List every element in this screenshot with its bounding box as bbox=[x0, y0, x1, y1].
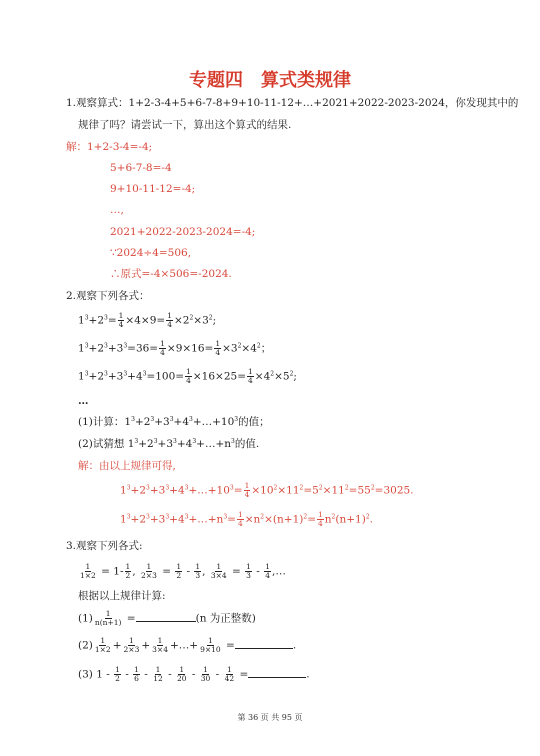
q1-line2: 规律了吗？请尝试一下，算出这个算式的结果. bbox=[78, 119, 292, 131]
q3-part-3: (3) 1 - $\frac{1}{2}$ - $\frac{1}{6}$ - $\frac{1}{12}$ - $\frac{1}{20}$ - $\frac{1}{30}$ - $\frac{1}{42}$ = . bbox=[78, 665, 310, 683]
q2-equation-3: $1^3+2^3+3^3+4^3=100=$ $\frac{1}{4}$ ×16×25= $\frac{1}{4}$ $\times 4^2\times 5^2$; bbox=[78, 367, 297, 385]
q3-part-1: (1) $\frac{1}{n(n+1)}$ = (n 为正整数) bbox=[78, 609, 256, 627]
q1-solution-6: ∵2024÷4=506, bbox=[110, 247, 192, 259]
q1-line1: 1.观察算式：1+2-3-4+5+6-7-8+9+10-11-12+…+2021+2022-2023-2024，你发现其中的 bbox=[66, 97, 519, 109]
q2-solution-2: $1^3+2^3+3^3+4^3+\dots+n^3=$ $\frac{1}{4}$ $\times n^2\times(n+1)^2=$ $\frac{1}{4}$ $n^2(n+1)^2$. bbox=[120, 510, 373, 528]
q3-part-2: (2) $\frac{1}{1\times 2}$ + $\frac{1}{2\times 3}$ + $\frac{1}{3\times 4}$ +…+ $\frac{1}{9\times 10}$ = . bbox=[78, 636, 297, 654]
q1-solution-7: ∴原式=-4×506=-2024. bbox=[110, 268, 232, 280]
page-title: 专题四 算式类规律 bbox=[189, 70, 351, 91]
q2-equation-1: $1^3+2^3=$ $\frac{1}{4}$ ×4×9= $\frac{1}{4}$ $\times 2^2\times 3^2$; bbox=[78, 311, 217, 329]
q3-rule: 根据以上规律计算: bbox=[78, 590, 166, 602]
page-footer: 第 36 页 共 95 页 bbox=[237, 713, 303, 722]
q2-part-2: (2)试猜想 $1^3+2^3+3^3+4^3+\dots+n^3$的值. bbox=[78, 438, 260, 450]
q2-part-1: (1)计算：$1^3+2^3+3^3+4^3+\dots+10^3$的值； bbox=[78, 416, 270, 428]
q1-solution-4: …, bbox=[110, 204, 124, 216]
q2-solution-heading: 解：由以上规律可得, bbox=[78, 460, 176, 472]
q3-heading: 3.观察下列各式: bbox=[66, 540, 143, 552]
answer-blank-1[interactable] bbox=[136, 612, 196, 622]
q3-examples: $\frac{1}{1\times 2}$ = 1- $\frac{1}{2}$ , $\frac{1}{2\times 3}$ = $\frac{1}{2}$ - $\frac{1}{3}$ , $\frac{1}{3\times 4}$ = $\frac{1}{3}$ - $\frac{1}{4}$ ,… bbox=[80, 562, 286, 580]
answer-blank-2[interactable] bbox=[235, 639, 293, 649]
q1-solution-1: 解：1+2-3-4=-4; bbox=[66, 141, 153, 153]
answer-blank-3[interactable] bbox=[248, 668, 306, 678]
q2-dots: … bbox=[78, 395, 89, 407]
q2-equation-2: $1^3+2^3+3^3=36=$ $\frac{1}{4}$ ×9×16= $\frac{1}{4}$ $\times 3^2\times 4^2$； bbox=[78, 339, 272, 357]
q2-heading: 2.观察下列各式： bbox=[66, 290, 150, 302]
q1-solution-5: 2021+2022-2023-2024=-4; bbox=[110, 226, 256, 238]
q2-solution-1: $1^3+2^3+3^3+4^3+\dots+10^3=$ $\frac{1}{4}$ $\times 10^2\times 11^2=5^2\times 11^2=55^2=3025$. bbox=[120, 481, 414, 499]
q1-solution-2: 5+6-7-8=-4 bbox=[110, 162, 172, 174]
q1-solution-3: 9+10-11-12=-4; bbox=[110, 183, 196, 195]
